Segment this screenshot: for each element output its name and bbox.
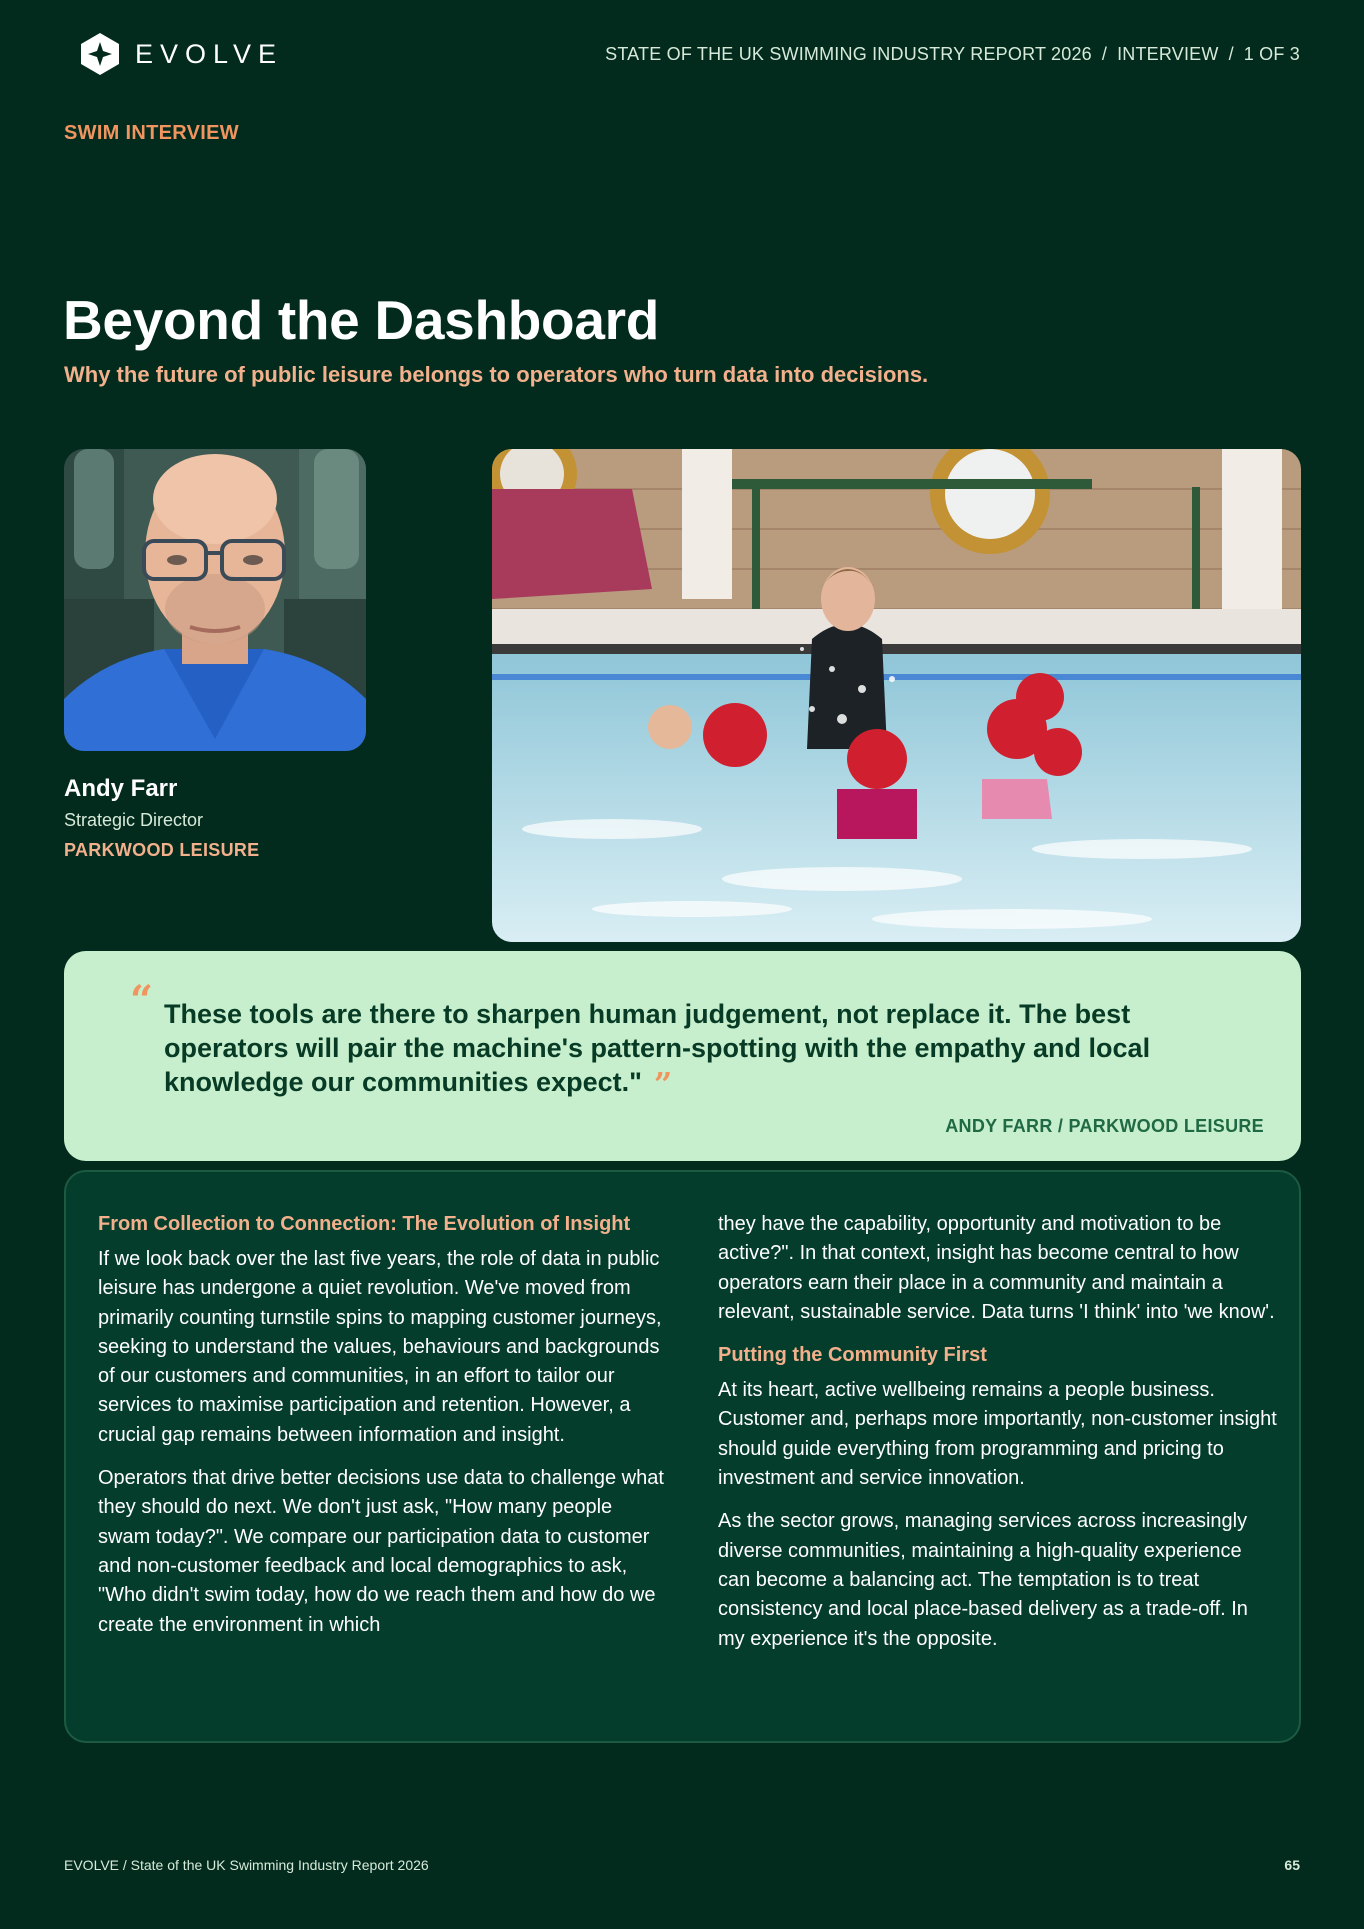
breadcrumb-report: STATE OF THE UK SWIMMING INDUSTRY REPORT 2026 (605, 44, 1092, 64)
paragraph: As the sector grows, managing services across increasingly diverse communities, maintaining a high-quality experience can become a balancing act. The temptation is to treat consistency and local place-based delivery as a trade-off. In my experience it's the opposite. (718, 1510, 1248, 1650)
brand-logo[interactable] (79, 32, 283, 76)
logo-hexagon-icon (79, 32, 121, 76)
breadcrumb-section: INTERVIEW (1117, 44, 1219, 64)
section-kicker: SWIM INTERVIEW (64, 122, 239, 144)
article-column-left (98, 1210, 668, 1654)
article-column-right (718, 1210, 1278, 1668)
breadcrumb-separator: / (1228, 44, 1234, 64)
page-number: 65 (1284, 1857, 1300, 1873)
interviewee-organisation: PARKWOOD LEISURE (64, 840, 260, 860)
close-quote-icon: ” (653, 1065, 673, 1103)
article-body (64, 1170, 1301, 1743)
section-heading: From Collection to Connection: The Evolution of Insight (98, 1213, 631, 1235)
portrait-image (64, 449, 366, 751)
interviewee-role: Strategic Director (64, 810, 204, 830)
section-heading: Putting the Community First (718, 1344, 987, 1367)
page-header (64, 32, 1300, 78)
swimming-lesson-photo (492, 449, 1301, 942)
footer-text: EVOLVE / State of the UK Swimming Industry Report 2026 (64, 1857, 429, 1873)
breadcrumb (605, 44, 1300, 65)
interviewee-name: Andy Farr (64, 775, 178, 802)
pull-quote (164, 997, 1224, 1101)
pull-quote-card (64, 951, 1301, 1161)
page-title: Beyond the Dashboard (63, 289, 660, 351)
paragraph: they have the capability, opportunity and motivation to be active?". In that context, insight has become central to how operators earn their place in a community and maintain a relevant, sustainable service. Data turns 'I think' into 'we know'. (718, 1213, 1275, 1323)
brand-name: EVOLVE (135, 38, 284, 69)
page-subtitle: Why the future of public leisure belongs to operators who turn data into decisions. (64, 362, 929, 387)
paragraph: Operators that drive better decisions use data to challenge what they should do next. We don't just ask, "How many people swam today?". We compare our participation data to customer and non-customer feedback and local demographics to ask, "Who didn't swim today, how do we reach them and how do we create the environment in which (98, 1467, 664, 1636)
quote-attribution: ANDY FARR / PARKWOOD LEISURE (945, 1116, 1264, 1136)
paragraph: If we look back over the last five years, the role of data in public leisure has undergone a quiet revolution. We've moved from primarily counting turnstile spins to mapping customer journeys, seeking to understand the values, behaviours and backgrounds of our customers and communities, in an effort to tailor our services to maximise participation and retention. However, a crucial gap remains between information and insight. (98, 1248, 662, 1446)
open-quote-icon: “ (130, 977, 154, 1024)
pull-quote-text: These tools are there to sharpen human judgement, not replace it. The best operators will pair the machine's pattern-spotting with the empathy and local knowledge our communities expect." (164, 999, 1151, 1097)
breadcrumb-separator: / (1101, 44, 1108, 64)
page-indicator: 1 OF 3 (1243, 44, 1300, 64)
paragraph: At its heart, active wellbeing remains a people business. Customer and, perhaps more importantly, non-customer insight should guide everything from programming and pricing to investment and service innovation. (718, 1379, 1277, 1490)
pool-photo-image (492, 449, 1301, 942)
interviewee-portrait (64, 449, 366, 751)
